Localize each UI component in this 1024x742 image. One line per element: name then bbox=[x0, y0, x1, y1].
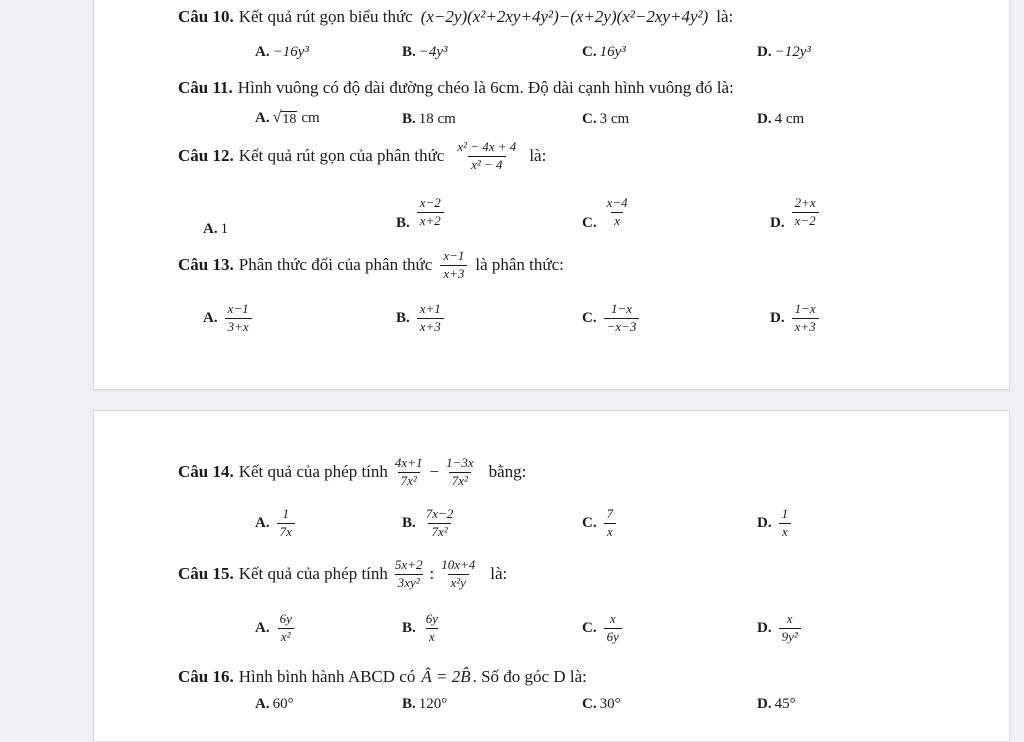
question-suffix: . Số đo góc D là: bbox=[472, 667, 587, 686]
option-c[interactable]: C. 3 cm bbox=[582, 111, 630, 127]
question-suffix: bằng: bbox=[488, 462, 527, 482]
question-text: Kết quả rút gọn của phân thức bbox=[238, 146, 445, 166]
question-fraction-1: $\frac{5x+2}{\text{3xy²}}$ bbox=[394, 557, 423, 590]
option-a[interactable]: A. $\frac{6y}{\text{x²}}$ bbox=[255, 611, 292, 644]
option-b[interactable]: B. $\frac{x-2}{x+2}$ bbox=[396, 193, 448, 232]
question-14 bbox=[178, 456, 526, 488]
question-text: Kết quả của phép tính bbox=[238, 564, 388, 584]
question-operator: : bbox=[429, 564, 435, 584]
question-text: Kết quả rút gọn biểu thức bbox=[238, 7, 413, 26]
option-c[interactable]: C. $\frac{7}{x}$ bbox=[582, 507, 620, 539]
option-d[interactable]: D. $\frac{2+x}{x-2}$ bbox=[770, 193, 823, 232]
question-text: Phân thức đối của phân thức bbox=[238, 255, 433, 275]
question-expression: (x−2y)(x²+2xy+4y²)−(x+2y)(x²−2xy+4y²) bbox=[420, 7, 709, 26]
option-b[interactable]: B. $\frac{x+1}{x+3}$ bbox=[396, 302, 448, 334]
sqrt-symbol: √ 18 bbox=[272, 109, 297, 127]
option-d[interactable]: D. $\frac{1-x}{x+3}$ bbox=[770, 302, 823, 334]
question-13 bbox=[178, 249, 564, 281]
question-number: Câu 15. bbox=[178, 564, 234, 584]
question-fraction: $\frac{\text{x² − 4x + 4}}{\text{x² − 4}}$ bbox=[457, 139, 517, 172]
option-c[interactable]: C. 30° bbox=[582, 696, 621, 712]
question-suffix: là: bbox=[490, 564, 508, 584]
question-text: Hình vuông có độ dài đường chéo là 6cm. Độ dài cạnh hình vuông đó là: bbox=[237, 78, 734, 97]
question-number: Câu 14. bbox=[178, 462, 234, 482]
option-c[interactable]: C. $\frac{1-x}{-x-3}$ bbox=[582, 302, 643, 334]
question-number: Câu 16. bbox=[178, 667, 234, 686]
question-number: Câu 10. bbox=[178, 7, 234, 26]
option-b[interactable]: B. −4y³ bbox=[402, 44, 448, 60]
angle-condition: Â = 2B̂ bbox=[421, 667, 471, 686]
option-a[interactable]: A. 60° bbox=[255, 696, 294, 712]
option-a[interactable]: A. √ 18 cm bbox=[255, 109, 320, 127]
option-d[interactable]: D. −12y³ bbox=[757, 44, 811, 60]
option-b[interactable]: B. 120° bbox=[402, 696, 448, 712]
question-15 bbox=[178, 558, 507, 590]
question-16 bbox=[178, 667, 587, 687]
question-fraction: $\frac{x-1}{x+3}$ bbox=[440, 249, 467, 281]
option-b[interactable]: B. $\frac{6y}{x}$ bbox=[402, 611, 439, 644]
option-b[interactable]: B. $\frac{7x-2}{\text{7x²}}$ bbox=[402, 506, 454, 539]
option-a[interactable]: A. 1 bbox=[203, 221, 229, 237]
question-fraction-2: $\frac{1-3x}{\text{7x²}}$ bbox=[446, 455, 474, 488]
question-fraction-2: $\frac{10x+4}{\text{x²y}}$ bbox=[441, 557, 476, 590]
question-operator: − bbox=[429, 462, 440, 482]
question-suffix: là phân thức: bbox=[475, 255, 564, 275]
option-a[interactable]: A. $\frac{x-1}{3+x}$ bbox=[203, 302, 256, 334]
question-number: Câu 11. bbox=[178, 78, 233, 97]
question-number: Câu 12. bbox=[178, 146, 234, 166]
question-10 bbox=[178, 7, 733, 27]
option-c[interactable]: C. $\frac{x-4}{x}$ bbox=[582, 195, 628, 231]
question-text: Kết quả của phép tính bbox=[238, 462, 388, 482]
option-c[interactable]: C. 16y³ bbox=[582, 44, 626, 60]
option-d[interactable]: D. 45° bbox=[757, 696, 796, 712]
option-c[interactable]: C. $\frac{x}{6y}$ bbox=[582, 612, 626, 644]
option-b[interactable]: B. 18 cm bbox=[402, 111, 456, 127]
question-suffix: là: bbox=[716, 7, 734, 26]
option-d[interactable]: D. $\frac{x}{\text{9y²}}$ bbox=[757, 612, 805, 644]
question-fraction-1: $\frac{4x+1}{\text{7x²}}$ bbox=[394, 455, 423, 488]
question-suffix: là: bbox=[529, 146, 547, 166]
question-number: Câu 13. bbox=[178, 255, 234, 275]
option-a[interactable]: A. −16y³ bbox=[255, 44, 309, 60]
question-text: Hình bình hành ABCD có bbox=[238, 667, 416, 686]
option-d[interactable]: D. 4 cm bbox=[757, 111, 805, 127]
option-a[interactable]: A. $\frac{1}{7x}$ bbox=[255, 507, 299, 539]
question-12 bbox=[178, 140, 546, 172]
question-11 bbox=[178, 78, 734, 98]
option-d[interactable]: D. $\frac{1}{x}$ bbox=[757, 507, 795, 539]
